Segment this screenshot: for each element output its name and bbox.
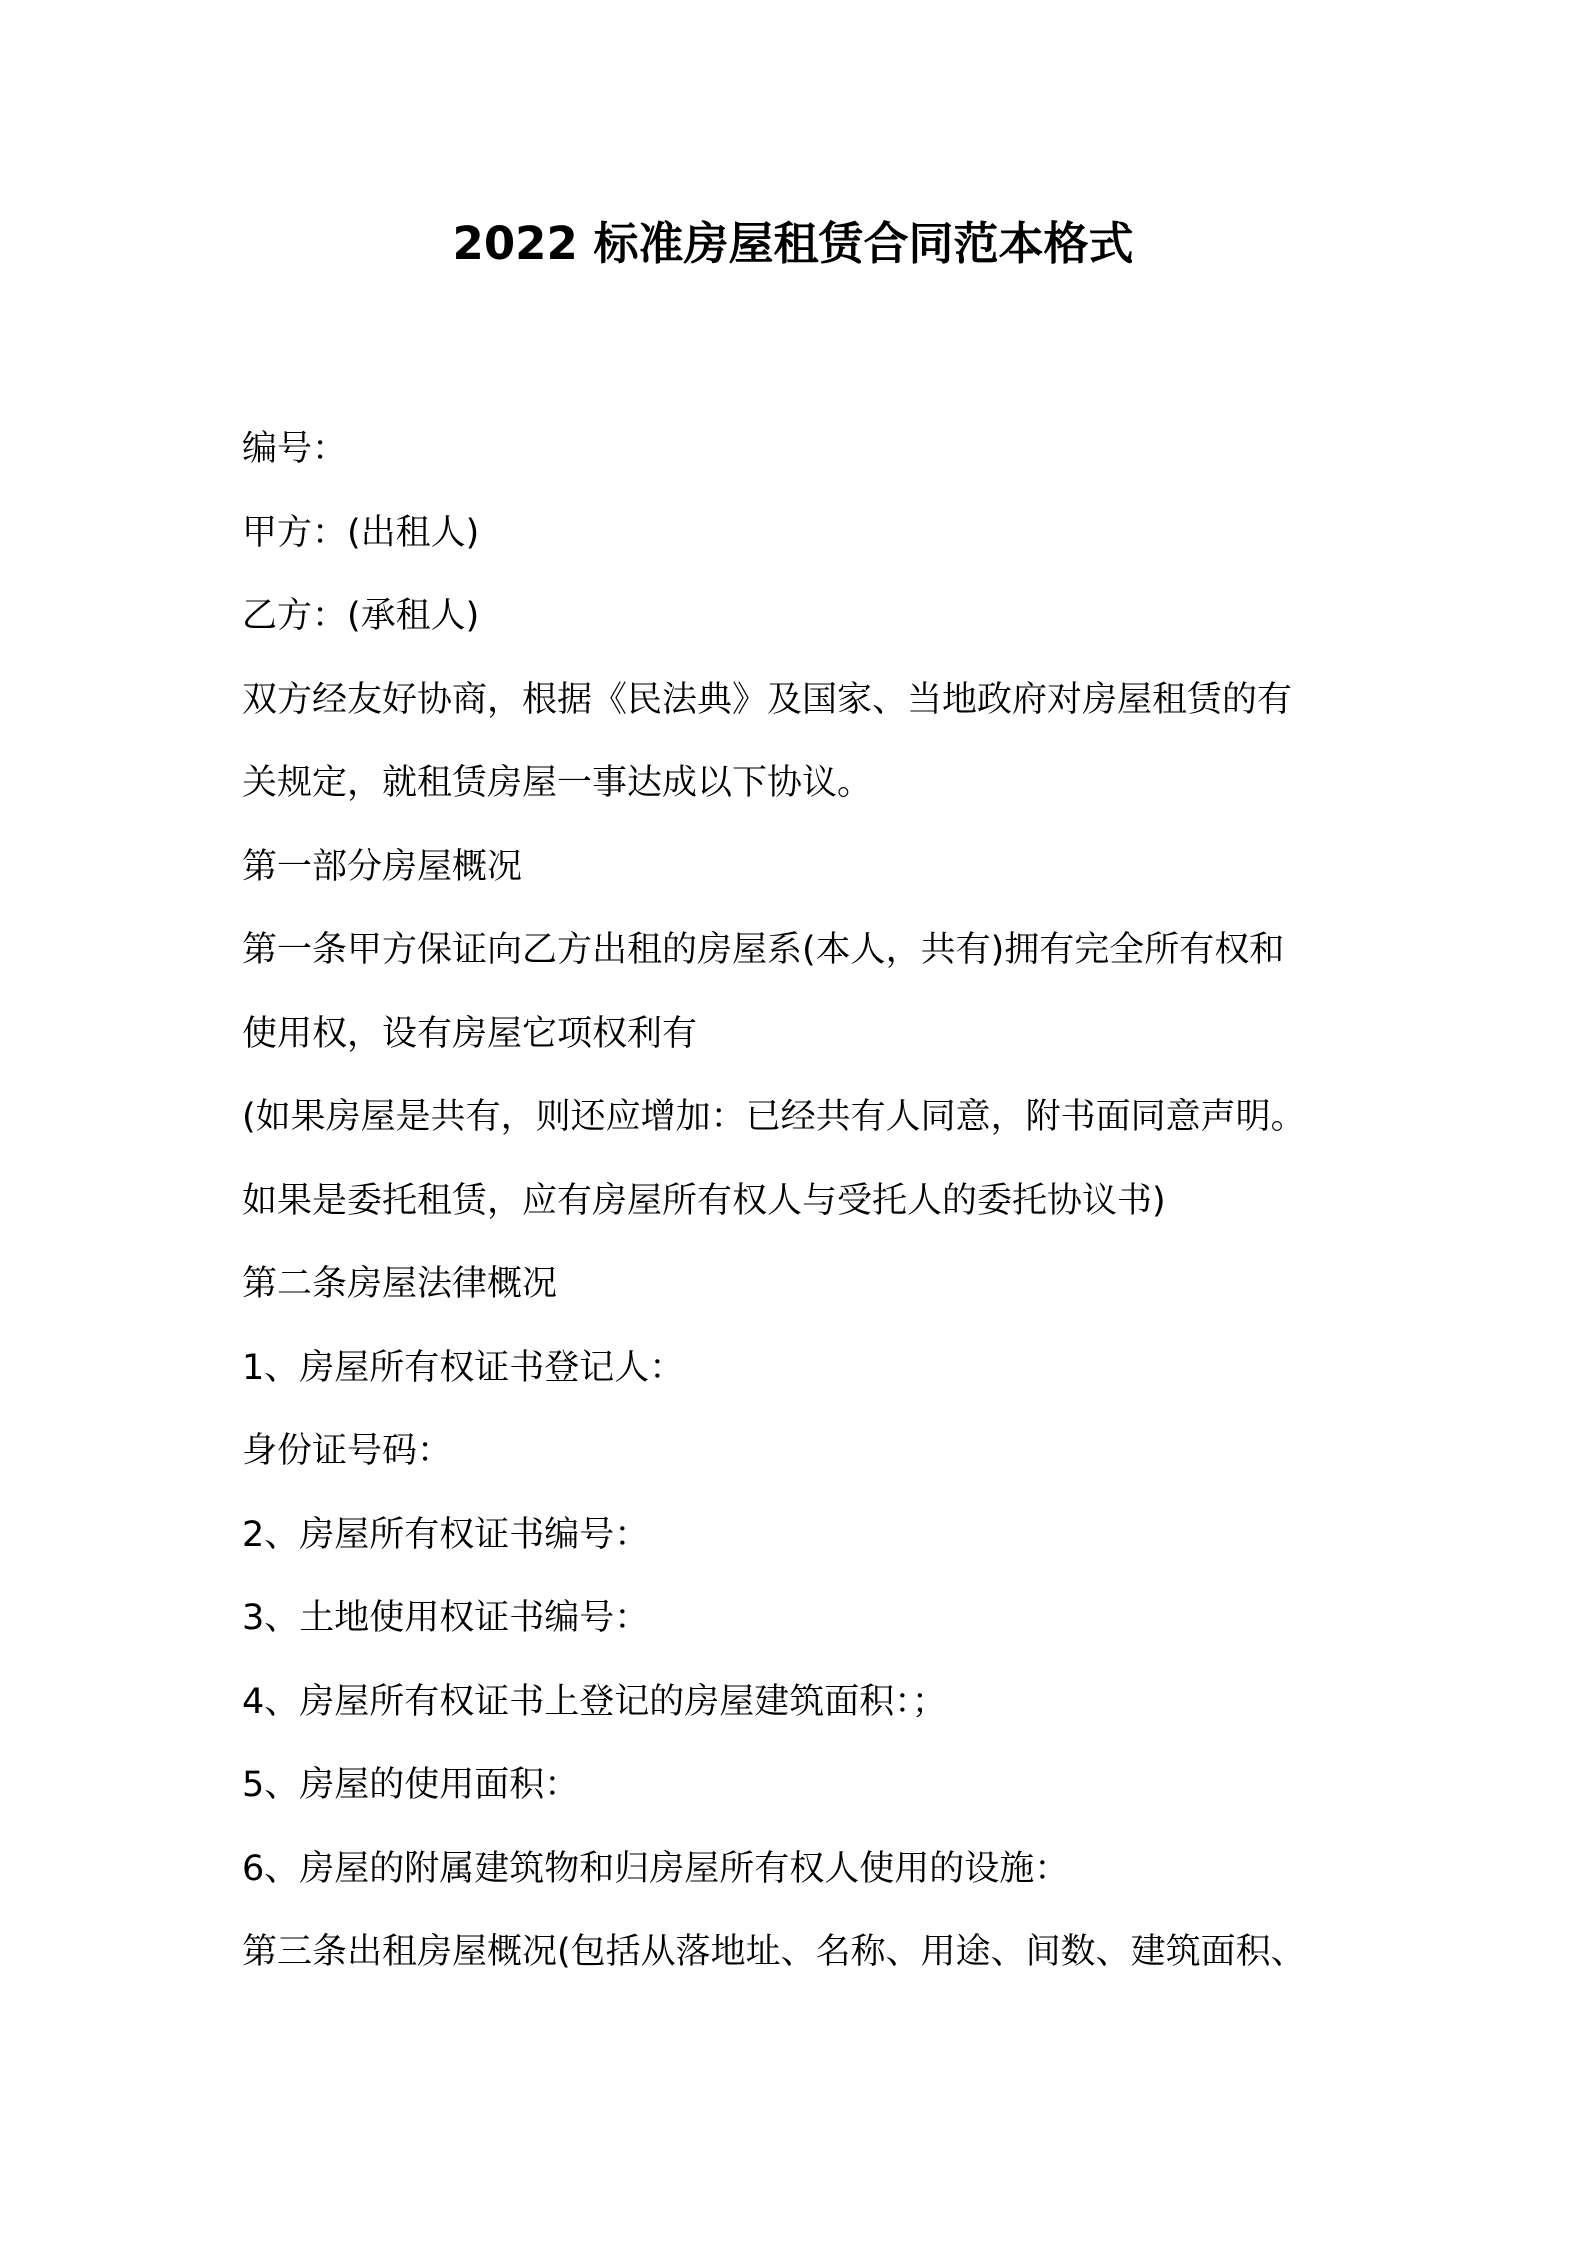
document-title: 2022 标准房屋租赁合同范本格式 — [452, 217, 1134, 270]
list-item: 4、房屋所有权证书上登记的房屋建筑面积：； — [242, 1681, 947, 1722]
paragraph-line: 使用权，设有房屋它项权利有 — [242, 1013, 698, 1054]
list-item: 3、土地使用权证书编号： — [242, 1598, 650, 1638]
paragraph-line: 第一条甲方保证向乙方出租的房屋系(本人，共有)拥有完全所有权和 — [242, 930, 1285, 970]
party-b-line: 乙方：(承租人) — [242, 596, 480, 636]
contract-number-line: 编号： — [242, 429, 348, 469]
list-item: 6、房屋的附属建筑物和归房屋所有权人使用的设施： — [242, 1848, 1070, 1889]
section-heading: 第一部分房屋概况 — [242, 846, 523, 887]
paragraph-line: 关规定，就租赁房屋一事达成以下协议。 — [242, 763, 873, 803]
party-a-line: 甲方：(出租人) — [242, 512, 480, 553]
paragraph-line: (如果房屋是共有，则还应增加：已经共有人同意，附书面同意声明。 — [242, 1097, 1306, 1137]
list-item: 1、房屋所有权证书登记人： — [242, 1347, 685, 1388]
paragraph-line: 双方经友好协商，根据《民法典》及国家、当地政府对房屋租赁的有 — [242, 679, 1293, 720]
list-item: 2、房屋所有权证书编号： — [242, 1514, 650, 1555]
paragraph-line: 如果是委托租赁，应有房屋所有权人与受托人的委托协议书) — [242, 1180, 1166, 1221]
article-heading: 第二条房屋法律概况 — [242, 1264, 558, 1304]
document-body — [242, 408, 1362, 1995]
list-item: 5、房屋的使用面积： — [242, 1765, 580, 1805]
list-item: 身份证号码： — [242, 1431, 453, 1471]
paragraph-line: 第三条出租房屋概况(包括从落地址、名称、用途、间数、建筑面积、 — [242, 1932, 1306, 1972]
